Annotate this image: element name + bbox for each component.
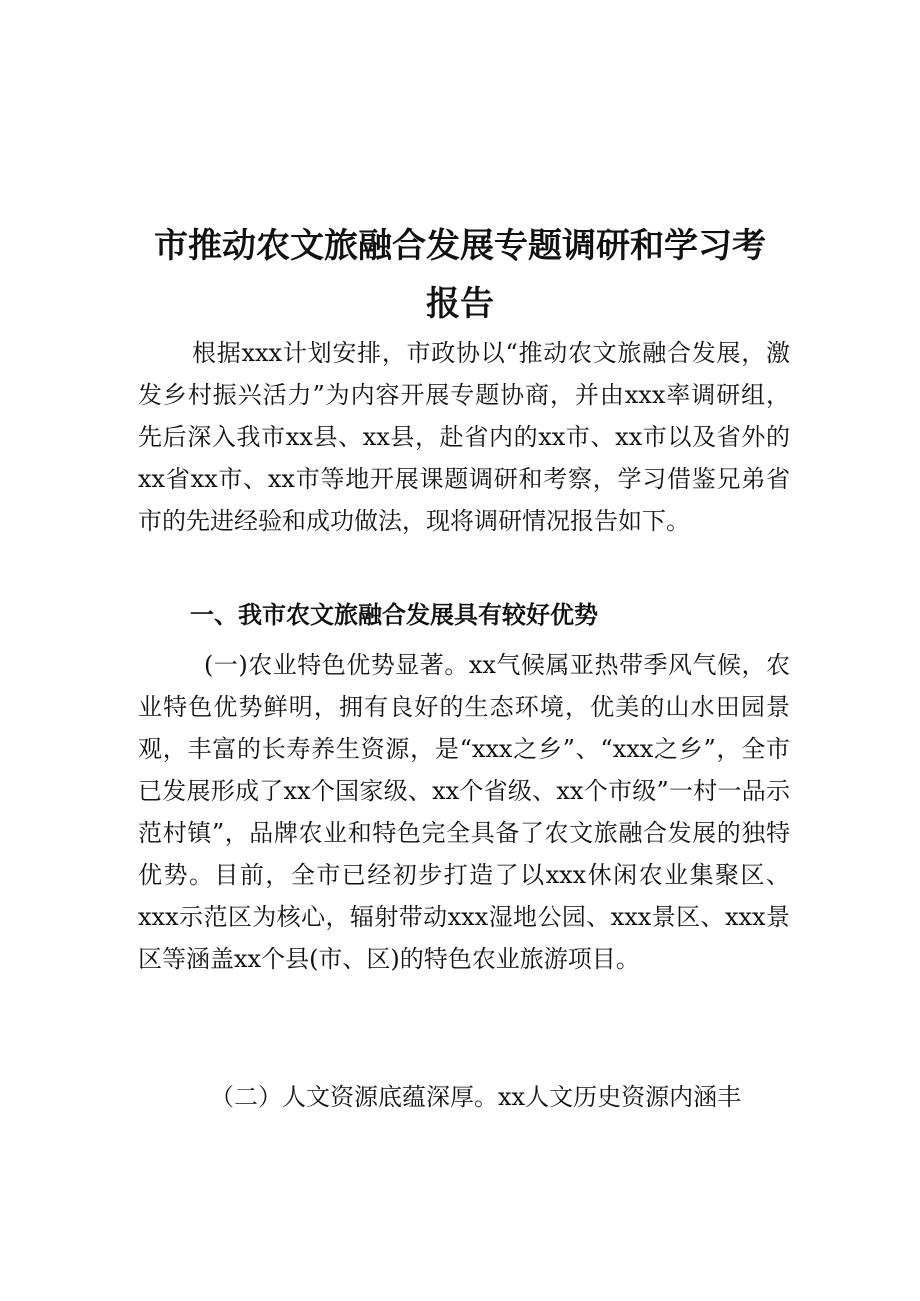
document-title-line-2: 报告 xyxy=(426,284,494,324)
subsection-1-paragraph: (一)农业特色优势显著。xx气候属亚热带季风气候，农业特色优势鲜明，拥有良好的生态环境，优美的山水田园景观，丰富的长寿养生资源，是“xxx之乡”、“xxx之乡”，全市已发展形成了xx个国家级、xx个省级、xx个市级”一村一品示范村镇”，品牌农业和特色完全具备了农文旅融合发展的独特优势。目前，全市已经初步打造了以xxx休闲农业集聚区、xxx示范区为核心，辐射带动xxx湿地公园、xxx景区、xxx景区等涵盖xx个县(市、区)的特色农业旅游项目。 xyxy=(138,651,790,973)
subsection-2-paragraph: （二）人文资源底蕴深厚。xx人文历史资源内涵丰 xyxy=(210,1083,742,1111)
intro-paragraph: 根据xxx计划安排，市政协以“推动农文旅融合发展，激发乡村振兴活力”为内容开展专题协商，并由xxx率调研组，先后深入我市xx县、xx县，赴省内的xx市、xx市以及省外的xx省xx市、xx市等地开展课题调研和考察，学习借鉴兄弟省市的先进经验和成功做法，现将调研情况报告如下。 xyxy=(138,339,790,535)
document-title-line-1: 市推动农文旅融合发展专题调研和学习考 xyxy=(154,226,766,266)
section-1-heading: 一、我市农文旅融合发展具有较好优势 xyxy=(190,601,598,629)
